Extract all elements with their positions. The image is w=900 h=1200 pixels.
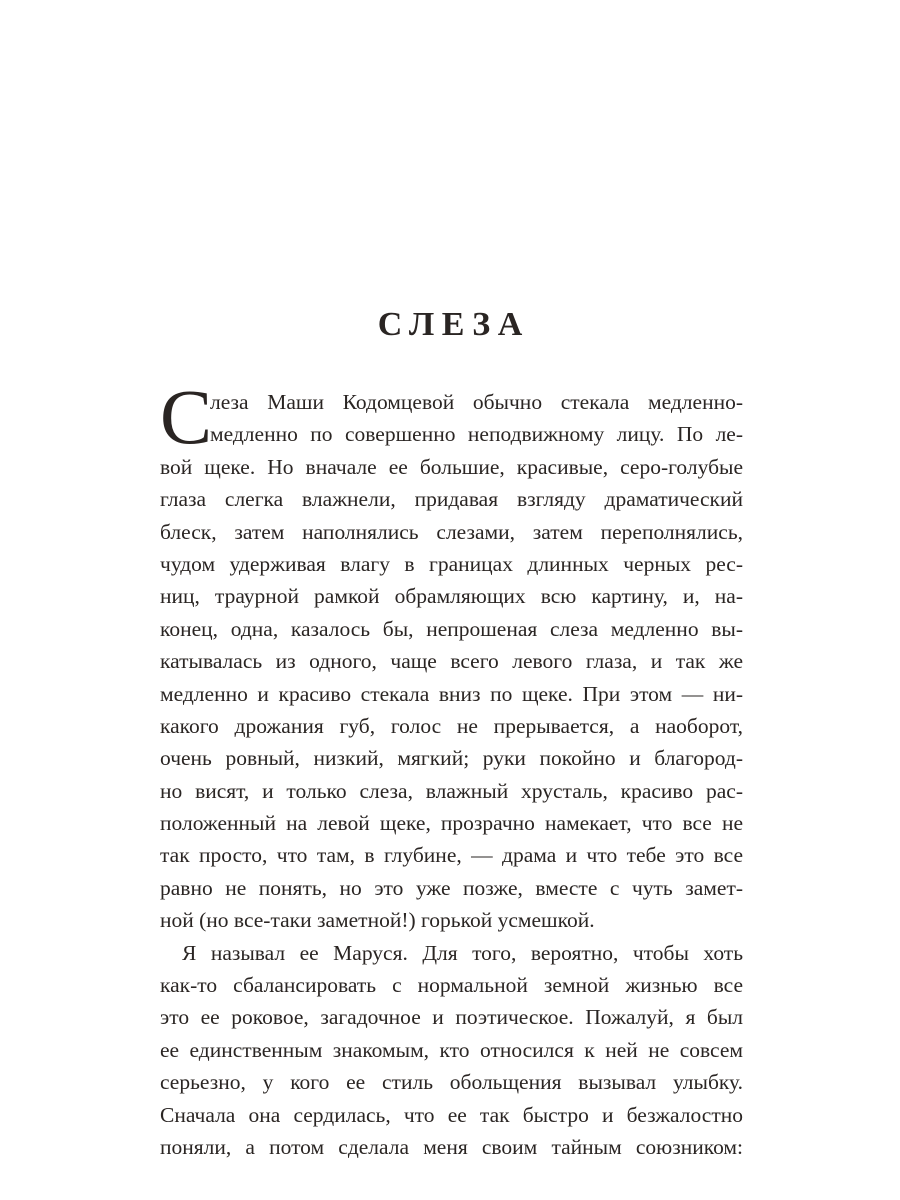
text-line: ее единственным знакомым, кто относился к ней не совсем: [160, 1037, 743, 1062]
chapter-title: СЛЕЗА: [377, 306, 530, 343]
text-line: поняли, а потом сделала меня своим тайным союзником:: [160, 1134, 743, 1159]
text-line: глаза слегка влажнели, придавая взгляду драматический: [160, 487, 743, 512]
text-line: это ее роковое, загадочное и поэтическое. Пожалуй, я был: [160, 1005, 743, 1030]
text-line: чудом удерживая влагу в границах длинных черных рес-: [160, 551, 743, 576]
text-line: катывалась из одного, чаще всего левого глаза, и так же: [160, 649, 743, 674]
text-line: ной (но все-таки заметной!) горькой усмешкой.: [160, 908, 595, 933]
body-text: [160, 373, 743, 1163]
text-line: медленно по совершенно неподвижному лицу. По ле-: [210, 422, 743, 447]
text-line: медленно и красиво стекала вниз по щеке. При этом — ни-: [160, 681, 743, 706]
text-line: леза Маши Кодомцевой обычно стекала медленно-: [210, 390, 743, 414]
text-line: серьезно, у кого ее стиль обольщения вызывал улыбку.: [160, 1070, 743, 1095]
text-line: положенный на левой щеке, прозрачно намекает, что все не: [160, 811, 743, 836]
text-line: так просто, что там, в глубине, — драма и что тебе это все: [160, 843, 743, 868]
text-line: Я называл ее Маруся. Для того, вероятно, чтобы хоть: [182, 940, 743, 965]
drop-cap: С: [160, 373, 213, 460]
text-line: как-то сбалансировать с нормальной земной жизнью все: [160, 973, 743, 998]
text-line: Сначала она сердилась, что ее так быстро и безжалостно: [160, 1102, 743, 1127]
text-line: очень ровный, низкий, мягкий; руки покойно и благород-: [160, 746, 743, 771]
text-line: но висят, и только слеза, влажный хрусталь, красиво рас-: [160, 778, 743, 803]
text-line: вой щеке. Но вначале ее большие, красивые, серо-голубые: [160, 454, 743, 479]
text-line: ниц, траурной рамкой обрамляющих всю картину, и, на-: [160, 584, 743, 609]
text-line: равно не понять, но это уже позже, вместе с чуть замет-: [160, 875, 743, 900]
text-line: конец, одна, казалось бы, непрошеная слеза медленно вы-: [160, 616, 743, 641]
text-line: какого дрожания губ, голос не прерывается, а наоборот,: [160, 713, 743, 738]
text-line: блеск, затем наполнялись слезами, затем переполнялись,: [160, 519, 743, 544]
